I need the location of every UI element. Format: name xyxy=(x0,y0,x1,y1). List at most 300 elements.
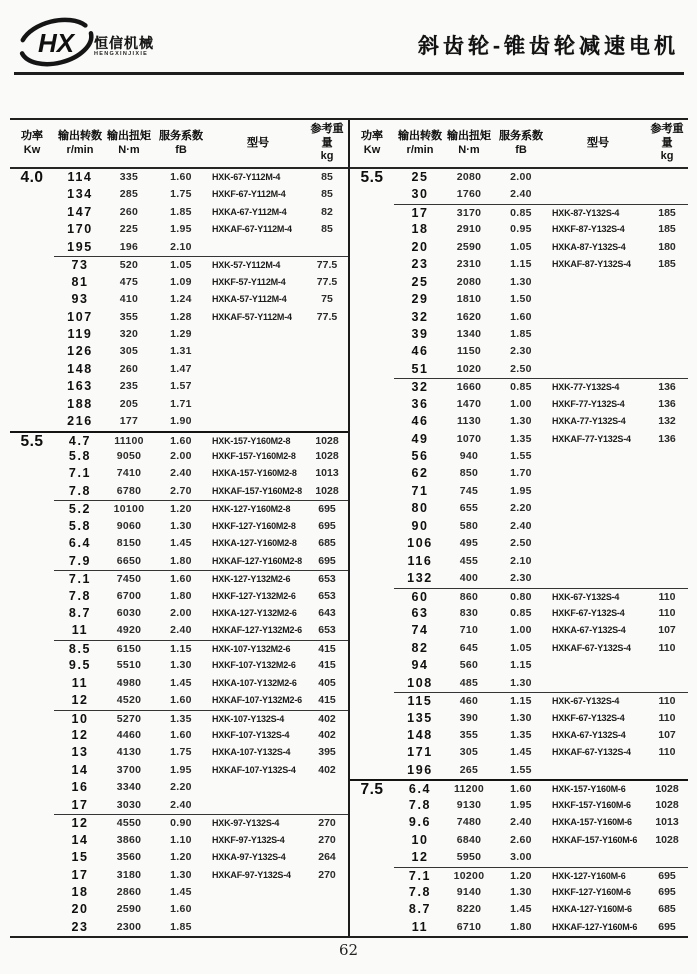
power-cell xyxy=(350,483,394,500)
speed-cell: 147 xyxy=(67,204,93,219)
power-cell xyxy=(350,431,394,448)
table-row xyxy=(10,448,348,465)
weight-cell: 695 xyxy=(318,519,336,532)
table-left-body xyxy=(10,169,348,936)
model-cell: HXKAF-127-Y132M2-6 xyxy=(212,625,302,636)
torque-cell: 655 xyxy=(459,502,479,515)
speed-cell: 9.5 xyxy=(68,658,92,673)
power-cell xyxy=(350,274,394,291)
service-factor-cell: 1.45 xyxy=(170,885,192,898)
power-cell xyxy=(10,221,54,238)
model-cell xyxy=(550,762,646,779)
speed-cell: 7.8 xyxy=(408,797,432,812)
power-cell xyxy=(10,448,54,465)
torque-cell: 1340 xyxy=(456,327,482,340)
speed-cell: 17 xyxy=(71,797,89,812)
speed-cell: 46 xyxy=(411,414,429,429)
weight-cell: 85 xyxy=(321,171,333,183)
power-cell xyxy=(10,518,54,535)
weight-cell: 85 xyxy=(321,188,333,201)
torque-cell: 355 xyxy=(119,310,139,323)
table-row xyxy=(10,727,348,744)
power-cell xyxy=(350,622,394,639)
power-cell xyxy=(350,849,394,866)
torque-cell: 5270 xyxy=(106,710,152,728)
weight-cell: 110 xyxy=(658,606,676,619)
service-factor-cell: 1.85 xyxy=(510,327,532,340)
torque-cell: 475 xyxy=(119,275,139,288)
weight-cell: 136 xyxy=(646,378,688,396)
model-cell: HXKF-57-Y112M-4 xyxy=(212,276,286,287)
power-cell xyxy=(350,448,394,465)
service-factor-cell: 1.70 xyxy=(510,467,532,480)
model-cell xyxy=(550,570,646,587)
table-header xyxy=(10,120,348,169)
service-factor-cell: 1.95 xyxy=(170,763,192,776)
table-row xyxy=(350,640,688,657)
speed-cell: 73 xyxy=(54,256,106,274)
torque-cell: 320 xyxy=(119,327,139,340)
model-cell: HXKA-127-Y160M-6 xyxy=(552,904,632,915)
model-cell: HXKAF-67-Y112M-4 xyxy=(212,224,292,235)
speed-cell: 60 xyxy=(394,588,446,606)
service-factor-cell: 1.15 xyxy=(492,692,550,710)
power-cell xyxy=(350,588,394,606)
weight-cell xyxy=(646,518,688,535)
service-factor-cell: 2.40 xyxy=(510,188,532,201)
weight-cell: 82 xyxy=(321,205,333,218)
power-cell xyxy=(350,884,394,901)
speed-cell: 119 xyxy=(67,326,93,341)
weight-cell: 695 xyxy=(658,885,676,898)
weight-cell: 77.5 xyxy=(316,310,338,323)
model-cell: HXKF-67-Y112M-4 xyxy=(212,189,286,200)
weight-cell: 110 xyxy=(646,692,688,710)
model-cell: HXK-157-Y160M-6 xyxy=(550,779,646,798)
power-cell xyxy=(350,640,394,657)
speed-cell: 12 xyxy=(71,728,89,742)
weight-cell xyxy=(306,326,348,343)
power-cell xyxy=(10,884,54,901)
torque-cell: 355 xyxy=(459,729,479,741)
torque-cell: 1810 xyxy=(456,293,482,306)
service-factor-cell: 1.30 xyxy=(170,868,192,881)
model-cell xyxy=(210,901,306,918)
torque-cell: 3180 xyxy=(116,868,142,881)
model-cell: HXKAF-127-Y160M-6 xyxy=(552,921,638,932)
torque-cell: 1070 xyxy=(456,432,482,445)
speed-cell: 170 xyxy=(67,222,93,237)
weight-cell xyxy=(646,309,688,326)
table-row xyxy=(350,727,688,744)
table-row xyxy=(350,465,688,482)
speed-cell: 90 xyxy=(411,518,429,533)
power-cell xyxy=(10,186,54,203)
service-factor-cell: 2.60 xyxy=(510,833,532,846)
speed-cell: 7.8 xyxy=(408,884,432,899)
table-row xyxy=(350,832,688,849)
model-cell: HXKA-87-Y132S-4 xyxy=(552,241,626,252)
model-cell: HXK-57-Y112M-4 xyxy=(210,256,306,274)
table-row xyxy=(10,553,348,570)
speed-cell: 18 xyxy=(71,884,89,899)
speed-cell: 216 xyxy=(67,414,93,429)
weight-cell xyxy=(646,343,688,360)
table-row xyxy=(10,500,348,517)
service-factor-cell: 1.60 xyxy=(170,903,192,916)
power-cell xyxy=(350,500,394,517)
table-row xyxy=(350,204,688,221)
service-factor-cell: 1.30 xyxy=(170,659,192,672)
speed-cell: 17 xyxy=(71,867,89,882)
speed-cell: 18 xyxy=(411,222,429,237)
weight-cell xyxy=(646,657,688,674)
torque-cell: 205 xyxy=(119,397,139,410)
table-row xyxy=(10,465,348,482)
speed-cell: 29 xyxy=(411,292,429,307)
torque-cell: 2080 xyxy=(456,275,482,288)
table-row xyxy=(350,867,688,884)
table-row xyxy=(350,221,688,238)
model-cell: HXKF-127-Y160M-6 xyxy=(552,886,631,897)
weight-cell: 415 xyxy=(306,640,348,658)
model-cell: HXKF-67-Y132S-4 xyxy=(552,607,625,618)
power-cell xyxy=(350,867,394,885)
speed-cell: 74 xyxy=(411,623,429,638)
speed-cell: 10 xyxy=(54,710,106,728)
speed-cell: 5.2 xyxy=(54,500,106,518)
service-factor-cell: 0.95 xyxy=(510,223,532,236)
model-cell: HXK-127-Y160M2-8 xyxy=(210,500,306,518)
power-cell xyxy=(10,570,54,588)
model-cell: HXKF-67-Y132S-4 xyxy=(552,712,625,723)
torque-cell: 4550 xyxy=(106,814,152,832)
model-cell xyxy=(550,326,646,343)
table-row xyxy=(10,535,348,552)
service-factor-cell: 1.60 xyxy=(170,729,192,741)
power-cell xyxy=(350,413,394,430)
model-cell: HXK-87-Y132S-4 xyxy=(550,204,646,222)
model-cell: HXKAF-107-Y132S-4 xyxy=(212,764,296,775)
speed-cell: 16 xyxy=(71,780,89,795)
service-factor-cell: 1.55 xyxy=(510,763,532,776)
table-row xyxy=(10,919,348,936)
service-factor-cell: 2.40 xyxy=(170,624,192,637)
power-cell xyxy=(10,204,54,221)
model-cell: HXKAF-97-Y132S-4 xyxy=(212,869,291,880)
power-cell: 7.5 xyxy=(350,779,394,798)
weight-cell: 110 xyxy=(658,711,676,724)
model-cell xyxy=(550,291,646,308)
torque-cell: 335 xyxy=(119,171,139,183)
speed-cell: 148 xyxy=(67,361,93,376)
torque-cell: 8220 xyxy=(456,903,482,916)
power-cell xyxy=(10,727,54,744)
model-cell xyxy=(210,343,306,360)
table-row xyxy=(10,832,348,849)
col-header-model: 型号 xyxy=(587,136,609,149)
table-row xyxy=(10,762,348,779)
table-row xyxy=(350,849,688,866)
weight-cell: 110 xyxy=(658,746,676,759)
service-factor-cell: 1.60 xyxy=(170,694,192,707)
table-row xyxy=(350,291,688,308)
table-row xyxy=(350,169,688,186)
torque-cell: 4920 xyxy=(116,624,142,637)
weight-cell: 653 xyxy=(306,570,348,588)
torque-cell: 10100 xyxy=(106,500,152,518)
table-row xyxy=(10,588,348,605)
speed-cell: 116 xyxy=(407,553,433,568)
speed-cell: 36 xyxy=(411,396,429,411)
service-factor-cell: 1.60 xyxy=(510,310,532,323)
table-row xyxy=(10,570,348,587)
table-row xyxy=(350,884,688,901)
torque-cell: 225 xyxy=(119,223,139,236)
service-factor-cell: 2.40 xyxy=(510,519,532,532)
torque-cell: 6840 xyxy=(456,833,482,846)
weight-cell: 180 xyxy=(658,240,676,253)
torque-cell: 3860 xyxy=(116,833,142,846)
model-cell xyxy=(550,518,646,535)
table-row xyxy=(350,378,688,395)
model-cell: HXKF-97-Y132S-4 xyxy=(212,834,285,845)
torque-cell: 520 xyxy=(106,256,152,274)
service-factor-cell: 1.95 xyxy=(510,484,532,497)
weight-cell xyxy=(646,570,688,587)
speed-cell: 115 xyxy=(394,692,446,710)
table-row xyxy=(10,396,348,413)
weight-cell xyxy=(306,378,348,395)
speed-cell: 14 xyxy=(71,832,89,847)
model-cell: HXKAF-127-Y160M2-8 xyxy=(212,555,302,566)
model-cell xyxy=(550,500,646,517)
speed-cell: 106 xyxy=(407,536,433,551)
model-cell xyxy=(550,274,646,291)
torque-cell: 10200 xyxy=(446,867,492,885)
power-cell xyxy=(10,343,54,360)
weight-cell: 132 xyxy=(658,415,676,428)
service-factor-cell: 1.60 xyxy=(152,431,210,450)
speed-cell: 11 xyxy=(411,919,429,934)
table-row xyxy=(10,431,348,448)
torque-cell: 265 xyxy=(459,763,479,776)
power-cell xyxy=(350,744,394,761)
weight-cell: 395 xyxy=(318,746,336,759)
power-cell xyxy=(350,553,394,570)
weight-cell: 402 xyxy=(318,729,336,741)
model-cell: HXKA-67-Y132S-4 xyxy=(552,730,626,740)
weight-cell: 264 xyxy=(318,851,336,864)
torque-cell: 4460 xyxy=(116,729,142,741)
torque-cell: 6150 xyxy=(106,640,152,658)
table-row xyxy=(350,762,688,779)
power-cell xyxy=(350,710,394,727)
weight-cell: 270 xyxy=(318,833,336,846)
torque-cell: 495 xyxy=(459,537,479,550)
power-cell: 5.5 xyxy=(360,169,384,186)
model-cell xyxy=(210,378,306,395)
weight-cell: 405 xyxy=(318,676,336,689)
model-cell: HXK-97-Y132S-4 xyxy=(210,814,306,832)
weight-cell: 110 xyxy=(646,588,688,606)
torque-cell: 460 xyxy=(446,692,492,710)
speed-cell: 25 xyxy=(411,274,429,289)
power-cell xyxy=(10,256,54,274)
weight-cell xyxy=(646,326,688,343)
service-factor-cell: 1.05 xyxy=(152,256,210,274)
weight-cell xyxy=(646,169,688,186)
torque-cell: 2590 xyxy=(456,240,482,253)
model-cell xyxy=(550,675,646,692)
speed-cell: 82 xyxy=(411,640,429,655)
torque-cell: 11100 xyxy=(106,431,152,450)
torque-cell: 2310 xyxy=(456,258,482,271)
table-header xyxy=(350,120,688,169)
service-factor-cell: 0.80 xyxy=(492,588,550,606)
service-factor-cell: 1.35 xyxy=(510,729,532,741)
weight-cell xyxy=(646,274,688,291)
table-row xyxy=(10,640,348,657)
power-cell xyxy=(350,657,394,674)
power-cell xyxy=(350,919,394,936)
service-factor-cell: 1.45 xyxy=(170,537,192,550)
torque-cell: 11200 xyxy=(446,779,492,798)
table-row xyxy=(350,431,688,448)
service-factor-cell: 2.00 xyxy=(510,171,532,183)
speed-cell: 25 xyxy=(411,170,429,184)
model-cell xyxy=(550,309,646,326)
model-cell xyxy=(550,849,646,866)
weight-cell: 685 xyxy=(318,537,336,550)
weight-cell: 1028 xyxy=(315,450,339,462)
power-cell xyxy=(350,221,394,238)
power-cell xyxy=(10,622,54,639)
table-row xyxy=(10,291,348,308)
speed-cell: 71 xyxy=(411,483,429,498)
table-row xyxy=(10,204,348,221)
power-cell xyxy=(10,744,54,761)
power-cell xyxy=(10,535,54,552)
model-cell: HXKA-97-Y132S-4 xyxy=(212,852,286,863)
weight-cell xyxy=(646,291,688,308)
model-cell: HXK-67-Y112M-4 xyxy=(212,172,281,182)
speed-cell: 108 xyxy=(407,675,433,690)
service-factor-cell: 1.45 xyxy=(510,746,532,759)
service-factor-cell: 1.45 xyxy=(510,903,532,916)
torque-cell: 9050 xyxy=(116,450,142,462)
table-row xyxy=(350,535,688,552)
service-factor-cell: 2.40 xyxy=(170,798,192,811)
model-cell: HXKAF-57-Y112M-4 xyxy=(212,311,292,322)
table-row xyxy=(350,744,688,761)
model-cell xyxy=(210,919,306,936)
service-factor-cell: 1.20 xyxy=(152,500,210,518)
torque-cell: 400 xyxy=(459,572,479,585)
service-factor-cell: 2.00 xyxy=(170,450,192,462)
torque-cell: 7450 xyxy=(106,570,152,588)
service-factor-cell: 1.30 xyxy=(510,415,532,428)
col-header-service-factor: 服务系数 fB xyxy=(159,129,203,156)
weight-cell xyxy=(306,797,348,814)
torque-cell: 3170 xyxy=(446,204,492,222)
power-cell xyxy=(10,500,54,518)
service-factor-cell: 3.00 xyxy=(510,851,532,864)
service-factor-cell: 2.00 xyxy=(170,606,192,619)
torque-cell: 3560 xyxy=(116,851,142,864)
table-row xyxy=(10,483,348,500)
service-factor-cell: 1.47 xyxy=(170,362,192,375)
col-header-torque: 输出扭矩 N·m xyxy=(107,129,151,156)
speed-cell: 94 xyxy=(411,658,429,673)
power-cell xyxy=(350,762,394,779)
weight-cell: 643 xyxy=(318,606,336,619)
model-cell: HXKAF-157-Y160M2-8 xyxy=(212,485,302,496)
weight-cell: 185 xyxy=(658,223,676,236)
torque-cell: 830 xyxy=(459,606,479,619)
torque-cell: 2910 xyxy=(456,223,482,236)
torque-cell: 9130 xyxy=(456,798,482,811)
service-factor-cell: 2.10 xyxy=(170,240,192,253)
power-cell xyxy=(350,326,394,343)
weight-cell xyxy=(646,553,688,570)
weight-cell: 136 xyxy=(658,432,676,445)
model-cell: HXK-107-Y132S-4 xyxy=(210,710,306,728)
table-row xyxy=(350,622,688,639)
model-cell: HXKA-67-Y112M-4 xyxy=(212,206,287,217)
weight-cell xyxy=(306,361,348,378)
torque-cell: 1760 xyxy=(456,188,482,201)
speed-cell: 20 xyxy=(411,239,429,254)
weight-cell xyxy=(306,779,348,796)
service-factor-cell: 1.00 xyxy=(510,397,532,410)
power-cell: 5.5 xyxy=(10,431,54,450)
logo-monogram: HX xyxy=(38,28,75,58)
speed-cell: 7.1 xyxy=(54,570,106,588)
model-cell xyxy=(210,413,306,430)
speed-cell: 7.8 xyxy=(68,588,92,603)
service-factor-cell: 1.55 xyxy=(510,450,532,462)
service-factor-cell: 1.20 xyxy=(170,851,192,864)
torque-cell: 1620 xyxy=(456,310,482,323)
speed-cell: 81 xyxy=(71,274,89,289)
weight-cell: 270 xyxy=(318,868,336,881)
service-factor-cell: 1.71 xyxy=(170,397,192,410)
power-cell xyxy=(10,483,54,500)
table-row xyxy=(10,744,348,761)
table-row xyxy=(10,221,348,238)
power-cell xyxy=(10,465,54,482)
service-factor-cell: 1.15 xyxy=(152,640,210,658)
model-cell: HXKF-157-Y160M-6 xyxy=(552,799,631,810)
model-cell xyxy=(210,396,306,413)
power-cell xyxy=(350,518,394,535)
table-row xyxy=(10,675,348,692)
power-cell xyxy=(10,588,54,605)
torque-cell: 1150 xyxy=(457,345,481,358)
model-cell xyxy=(210,326,306,343)
torque-cell: 1470 xyxy=(456,397,482,410)
weight-cell: 415 xyxy=(318,694,336,707)
table-row xyxy=(10,326,348,343)
service-factor-cell: 1.29 xyxy=(170,327,192,340)
service-factor-cell: 1.20 xyxy=(492,867,550,885)
speed-cell: 5.8 xyxy=(68,518,92,533)
weight-cell: 1013 xyxy=(315,467,339,480)
torque-cell: 5510 xyxy=(116,659,142,672)
table-row xyxy=(10,849,348,866)
speed-cell: 7.8 xyxy=(68,483,92,498)
